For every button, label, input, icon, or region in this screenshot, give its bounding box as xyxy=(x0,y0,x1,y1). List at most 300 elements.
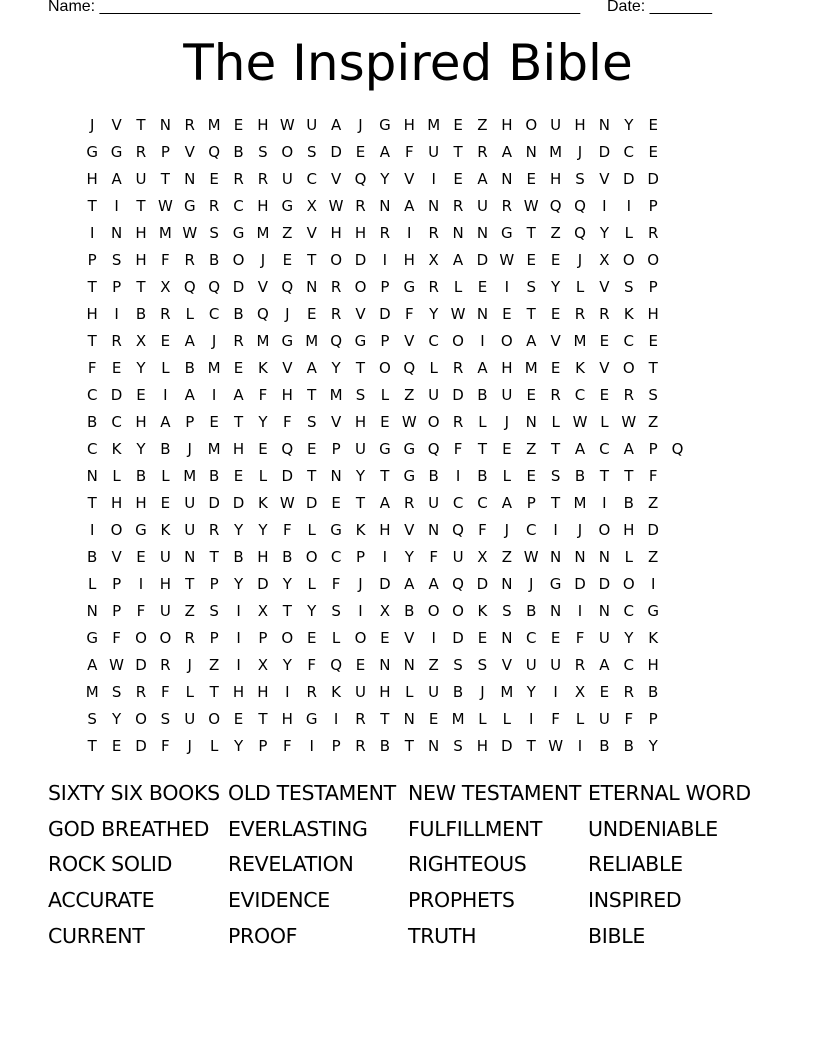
grid-letter: A xyxy=(526,332,537,350)
grid-letter: S xyxy=(648,386,658,404)
grid-letter: A xyxy=(404,575,415,593)
grid-letter: E xyxy=(136,548,146,566)
grid-letter: H xyxy=(403,116,415,134)
grid-letter: F xyxy=(478,521,487,539)
grid-letter: H xyxy=(86,170,98,188)
grid-letter: P xyxy=(185,413,195,431)
grid-letter: H xyxy=(159,575,171,593)
grid-letter: I xyxy=(455,467,461,485)
grid-letter: H xyxy=(86,305,98,323)
grid-row xyxy=(80,274,740,301)
grid-letter: H xyxy=(257,683,269,701)
grid-letter: M xyxy=(85,683,99,701)
grid-letter: V xyxy=(184,143,195,161)
grid-letter: F xyxy=(161,737,170,755)
grid-letter: U xyxy=(184,521,196,539)
grid-letter: L xyxy=(502,710,512,728)
grid-letter: E xyxy=(111,737,122,755)
grid-letter: Y xyxy=(136,359,146,377)
grid-letter: W xyxy=(621,413,637,431)
grid-letter: T xyxy=(307,251,317,269)
grid-letter: Y xyxy=(624,629,634,647)
grid-letter: A xyxy=(379,494,391,512)
grid-letter: M xyxy=(427,116,441,134)
grid-letter: I xyxy=(114,197,119,215)
grid-letter: S xyxy=(526,278,536,296)
grid-letter: S xyxy=(575,170,585,188)
grid-letter: M xyxy=(207,440,221,458)
grid-letter: J xyxy=(187,656,192,674)
grid-letter: B xyxy=(623,494,634,512)
grid-letter: B xyxy=(282,548,293,566)
grid-letter: P xyxy=(209,629,219,647)
grid-letter: B xyxy=(135,467,147,485)
grid-letter: M xyxy=(256,224,270,242)
grid-letter: G xyxy=(305,710,318,728)
grid-letter: G xyxy=(403,278,416,296)
grid-letter: W xyxy=(279,494,295,512)
grid-letter: P xyxy=(331,440,341,458)
grid-letter: E xyxy=(648,116,658,134)
grid-letter: E xyxy=(526,251,536,269)
word-list xyxy=(48,777,788,955)
grid-letter: K xyxy=(160,521,171,539)
grid-letter: Y xyxy=(429,305,439,323)
grid-letter: V xyxy=(599,278,610,296)
grid-letter: R xyxy=(452,359,464,377)
grid-letter: V xyxy=(599,359,610,377)
grid-letter: X xyxy=(160,278,171,296)
grid-letter: H xyxy=(647,305,659,323)
grid-letter: R xyxy=(184,251,195,269)
grid-letter: D xyxy=(647,521,659,539)
grid-letter: R xyxy=(355,737,366,755)
grid-letter: O xyxy=(354,629,367,647)
grid-letter: F xyxy=(453,440,463,458)
grid-letter: Q xyxy=(427,440,440,458)
grid-letter: V xyxy=(501,656,512,674)
grid-letter: D xyxy=(623,170,635,188)
grid-letter: I xyxy=(553,683,558,701)
grid-letter: S xyxy=(624,278,634,296)
grid-letter: J xyxy=(211,332,217,350)
grid-letter: D xyxy=(208,494,220,512)
grid-letter: S xyxy=(258,143,268,161)
grid-letter: C xyxy=(208,305,220,323)
grid-letter: B xyxy=(477,386,488,404)
grid-letter: H xyxy=(379,683,391,701)
grid-letter: L xyxy=(624,224,633,242)
grid-row xyxy=(80,166,740,193)
grid-letter: Q xyxy=(330,656,342,674)
grid-letter: H xyxy=(135,251,147,269)
grid-letter: U xyxy=(428,386,440,404)
grid-letter: R xyxy=(355,197,366,215)
grid-row xyxy=(80,679,740,706)
grid-letter: F xyxy=(331,575,341,593)
grid-letter: R xyxy=(355,710,366,728)
grid-letter: Y xyxy=(331,359,341,377)
grid-letter: G xyxy=(86,143,98,161)
grid-letter: S xyxy=(209,224,219,242)
grid-letter: V xyxy=(330,413,342,431)
grid-letter: G xyxy=(281,332,294,350)
grid-letter: F xyxy=(648,467,658,485)
grid-letter: R xyxy=(330,278,342,296)
grid-letter: F xyxy=(307,656,317,674)
grid-letter: Y xyxy=(526,683,536,701)
grid-letter: R xyxy=(623,683,634,701)
grid-letter: A xyxy=(306,359,317,377)
word-list-row xyxy=(48,813,788,849)
grid-letter: R xyxy=(574,305,586,323)
grid-letter: P xyxy=(380,278,390,296)
grid-letter: N xyxy=(330,467,342,485)
grid-letter: R xyxy=(111,332,122,350)
grid-letter: L xyxy=(112,467,121,485)
grid-letter: P xyxy=(648,197,658,215)
grid-letter: O xyxy=(622,575,635,593)
grid-letter: A xyxy=(330,116,342,134)
grid-letter: Y xyxy=(233,521,244,539)
grid-letter: M xyxy=(500,683,514,701)
grid-letter: X xyxy=(306,197,317,215)
grid-letter: V xyxy=(257,278,269,296)
word-list-row xyxy=(48,884,788,920)
page-title: The Inspired Bible xyxy=(183,34,633,92)
grid-row xyxy=(80,490,740,517)
word-list-item: NEW TESTAMENT xyxy=(408,781,582,805)
grid-letter: T xyxy=(209,548,219,566)
grid-letter: F xyxy=(161,251,170,269)
grid-letter: H xyxy=(135,413,147,431)
grid-letter: N xyxy=(403,656,415,674)
grid-letter: H xyxy=(135,494,147,512)
grid-letter: N xyxy=(525,143,537,161)
grid-letter: O xyxy=(281,629,294,647)
grid-letter: U xyxy=(598,710,610,728)
grid-letter: V xyxy=(306,224,317,242)
grid-letter: V xyxy=(550,332,561,350)
grid-letter: O xyxy=(378,359,391,377)
word-list-row xyxy=(48,848,788,884)
grid-letter: Y xyxy=(307,602,317,620)
grid-letter: Z xyxy=(477,116,488,134)
grid-letter: D xyxy=(281,467,294,485)
grid-letter: V xyxy=(404,332,415,350)
grid-letter: E xyxy=(550,629,561,647)
grid-letter: H xyxy=(379,521,391,539)
grid-letter: N xyxy=(110,224,123,242)
grid-letter: F xyxy=(283,737,292,755)
grid-letter: U xyxy=(428,143,440,161)
grid-letter: C xyxy=(623,143,635,161)
grid-letter: B xyxy=(648,683,659,701)
grid-letter: G xyxy=(135,521,147,539)
word-list-row xyxy=(48,920,788,956)
grid-letter: H xyxy=(403,251,415,269)
grid-letter: M xyxy=(549,143,563,161)
grid-letter: V xyxy=(111,116,122,134)
grid-letter: S xyxy=(502,602,512,620)
grid-letter: I xyxy=(211,386,217,404)
grid-letter: N xyxy=(159,116,171,134)
grid-letter: B xyxy=(233,305,244,323)
grid-letter: N xyxy=(86,602,98,620)
grid-letter: G xyxy=(379,440,391,458)
grid-letter: F xyxy=(283,521,292,539)
grid-letter: H xyxy=(281,710,293,728)
grid-letter: X xyxy=(428,251,439,269)
grid-letter: P xyxy=(648,710,658,728)
grid-row xyxy=(80,733,740,760)
grid-letter: I xyxy=(650,575,656,593)
grid-letter: I xyxy=(626,197,631,215)
word-list-item: PROPHETS xyxy=(408,888,515,913)
grid-letter: T xyxy=(87,332,97,350)
grid-letter: T xyxy=(355,494,366,512)
grid-letter: B xyxy=(209,251,220,269)
grid-letter: I xyxy=(333,710,339,728)
word-list-item: SIXTY SIX BOOKS xyxy=(48,781,220,805)
letter-grid xyxy=(80,112,740,760)
grid-letter: G xyxy=(86,629,98,647)
grid-letter: Q xyxy=(574,224,586,242)
grid-letter: S xyxy=(87,710,97,728)
grid-letter: T xyxy=(526,737,536,755)
grid-letter: Q xyxy=(403,359,416,377)
grid-letter: J xyxy=(577,251,583,269)
grid-letter: G xyxy=(379,116,391,134)
grid-letter: E xyxy=(502,440,512,458)
grid-letter: J xyxy=(358,575,363,593)
grid-letter: H xyxy=(232,683,245,701)
grid-letter: L xyxy=(380,386,390,404)
grid-letter: B xyxy=(184,359,195,377)
grid-letter: I xyxy=(163,386,168,404)
grid-letter: D xyxy=(354,251,367,269)
grid-letter: K xyxy=(575,359,585,377)
grid-letter: J xyxy=(504,413,510,431)
grid-letter: I xyxy=(236,656,241,674)
grid-letter: K xyxy=(331,683,342,701)
grid-letter: T xyxy=(87,278,97,296)
grid-letter: I xyxy=(89,521,95,539)
grid-letter: F xyxy=(404,305,414,323)
grid-letter: V xyxy=(111,548,122,566)
grid-letter: N xyxy=(574,548,586,566)
grid-letter: P xyxy=(526,494,536,512)
grid-letter: E xyxy=(526,170,536,188)
grid-letter: L xyxy=(575,710,585,728)
grid-letter: J xyxy=(260,251,266,269)
grid-letter: U xyxy=(476,197,488,215)
grid-letter: T xyxy=(136,278,146,296)
grid-letter: V xyxy=(599,170,610,188)
grid-letter: T xyxy=(87,197,97,215)
grid-letter: K xyxy=(111,440,122,458)
grid-letter: N xyxy=(86,467,98,485)
grid-letter: E xyxy=(233,116,244,134)
grid-letter: Z xyxy=(550,224,561,242)
grid-letter: T xyxy=(87,494,97,512)
grid-letter: W xyxy=(157,197,173,215)
grid-letter: V xyxy=(282,359,293,377)
grid-letter: B xyxy=(379,737,391,755)
grid-letter: L xyxy=(307,575,316,593)
grid-letter: N xyxy=(379,197,391,215)
grid-letter: B xyxy=(428,467,439,485)
grid-letter: C xyxy=(306,170,317,188)
grid-letter: H xyxy=(354,413,367,431)
grid-letter: N xyxy=(598,602,611,620)
grid-letter: Z xyxy=(282,224,293,242)
word-list-item: BIBLE xyxy=(588,923,646,948)
grid-letter: A xyxy=(233,386,244,404)
grid-letter: N xyxy=(476,224,489,242)
grid-letter: G xyxy=(330,521,342,539)
grid-letter: T xyxy=(87,737,97,755)
grid-letter: O xyxy=(598,521,611,539)
grid-letter: E xyxy=(160,494,171,512)
grid-letter: N xyxy=(598,548,611,566)
grid-letter: H xyxy=(476,737,489,755)
grid-letter: Y xyxy=(282,656,292,674)
grid-letter: E xyxy=(502,305,512,323)
grid-letter: B xyxy=(526,602,537,620)
grid-letter: N xyxy=(379,656,391,674)
word-list-item: ACCURATE xyxy=(48,888,155,913)
grid-letter: N xyxy=(550,602,562,620)
grid-letter: T xyxy=(380,467,390,485)
grid-letter: E xyxy=(453,170,463,188)
grid-letter: R xyxy=(599,305,610,323)
grid-letter: N xyxy=(501,575,513,593)
grid-letter: W xyxy=(572,413,588,431)
grid-letter: L xyxy=(624,548,633,566)
grid-letter: E xyxy=(282,251,293,269)
grid-letter: E xyxy=(648,143,658,161)
grid-letter: S xyxy=(306,413,317,431)
grid-row xyxy=(80,625,740,652)
grid-letter: R xyxy=(477,143,488,161)
grid-letter: P xyxy=(87,251,97,269)
grid-letter: E xyxy=(550,305,561,323)
grid-letter: I xyxy=(602,197,607,215)
grid-letter: U xyxy=(306,116,318,134)
grid-letter: C xyxy=(111,413,122,431)
grid-letter: Q xyxy=(281,278,294,296)
grid-letter: R xyxy=(160,305,171,323)
grid-letter: C xyxy=(330,548,342,566)
word-list-item: UNDENIABLE xyxy=(588,816,718,841)
grid-letter: O xyxy=(452,602,464,620)
grid-letter: Y xyxy=(648,737,658,755)
grid-letter: E xyxy=(331,494,341,512)
grid-letter: E xyxy=(477,629,488,647)
grid-letter: P xyxy=(112,602,122,620)
grid-letter: E xyxy=(599,386,610,404)
grid-letter: U xyxy=(355,440,366,458)
grid-letter: I xyxy=(529,710,534,728)
grid-letter: M xyxy=(256,332,270,350)
grid-letter: M xyxy=(183,467,197,485)
grid-letter: E xyxy=(306,305,317,323)
grid-letter: R xyxy=(306,683,317,701)
grid-row xyxy=(80,544,740,571)
grid-letter: U xyxy=(428,683,440,701)
grid-letter: M xyxy=(451,710,465,728)
grid-letter: V xyxy=(355,305,366,323)
grid-letter: D xyxy=(452,629,464,647)
grid-letter: H xyxy=(330,224,342,242)
grid-letter: T xyxy=(233,413,244,431)
grid-letter: P xyxy=(355,548,366,566)
grid-letter: U xyxy=(184,494,196,512)
grid-letter: D xyxy=(452,386,464,404)
grid-letter: R xyxy=(452,197,464,215)
grid-letter: E xyxy=(599,683,610,701)
grid-letter: E xyxy=(258,440,268,458)
grid-letter: L xyxy=(453,278,463,296)
grid-letter: Q xyxy=(671,440,684,458)
grid-letter: H xyxy=(501,116,513,134)
grid-letter: H xyxy=(232,440,245,458)
grid-letter: Z xyxy=(428,656,439,674)
grid-letter: E xyxy=(428,710,439,728)
grid-letter: I xyxy=(577,737,583,755)
grid-letter: O xyxy=(647,251,660,269)
grid-letter: G xyxy=(354,332,367,350)
grid-letter: Z xyxy=(648,413,659,431)
grid-letter: U xyxy=(525,656,537,674)
grid-letter: V xyxy=(404,521,415,539)
grid-letter: W xyxy=(548,737,564,755)
grid-letter: Y xyxy=(355,467,366,485)
grid-letter: I xyxy=(382,251,388,269)
grid-letter: D xyxy=(135,737,147,755)
grid-letter: M xyxy=(573,332,587,350)
header xyxy=(48,0,748,18)
grid-letter: Y xyxy=(258,413,268,431)
grid-letter: B xyxy=(599,737,610,755)
word-list-item: ETERNAL WORD xyxy=(588,781,751,805)
grid-letter: B xyxy=(233,548,244,566)
grid-letter: W xyxy=(401,413,417,431)
grid-letter: P xyxy=(112,278,122,296)
grid-letter: Y xyxy=(380,170,390,188)
word-list-item: EVIDENCE xyxy=(228,888,330,913)
grid-letter: E xyxy=(526,386,536,404)
grid-letter: Y xyxy=(258,521,268,539)
grid-letter: U xyxy=(281,170,293,188)
grid-letter: T xyxy=(307,467,317,485)
grid-letter: U xyxy=(159,548,171,566)
grid-letter: N xyxy=(306,278,318,296)
grid-letter: S xyxy=(550,467,561,485)
grid-letter: T xyxy=(282,602,292,620)
grid-letter: A xyxy=(87,656,98,674)
grid-row xyxy=(80,436,740,463)
grid-letter: C xyxy=(574,386,586,404)
grid-row xyxy=(80,598,740,625)
grid-letter: E xyxy=(550,251,561,269)
grid-letter: Q xyxy=(549,197,562,215)
word-list-item: OLD TESTAMENT xyxy=(228,781,396,805)
grid-letter: K xyxy=(477,602,488,620)
grid-letter: W xyxy=(328,197,344,215)
word-list-item: RIGHTEOUS xyxy=(408,852,527,877)
